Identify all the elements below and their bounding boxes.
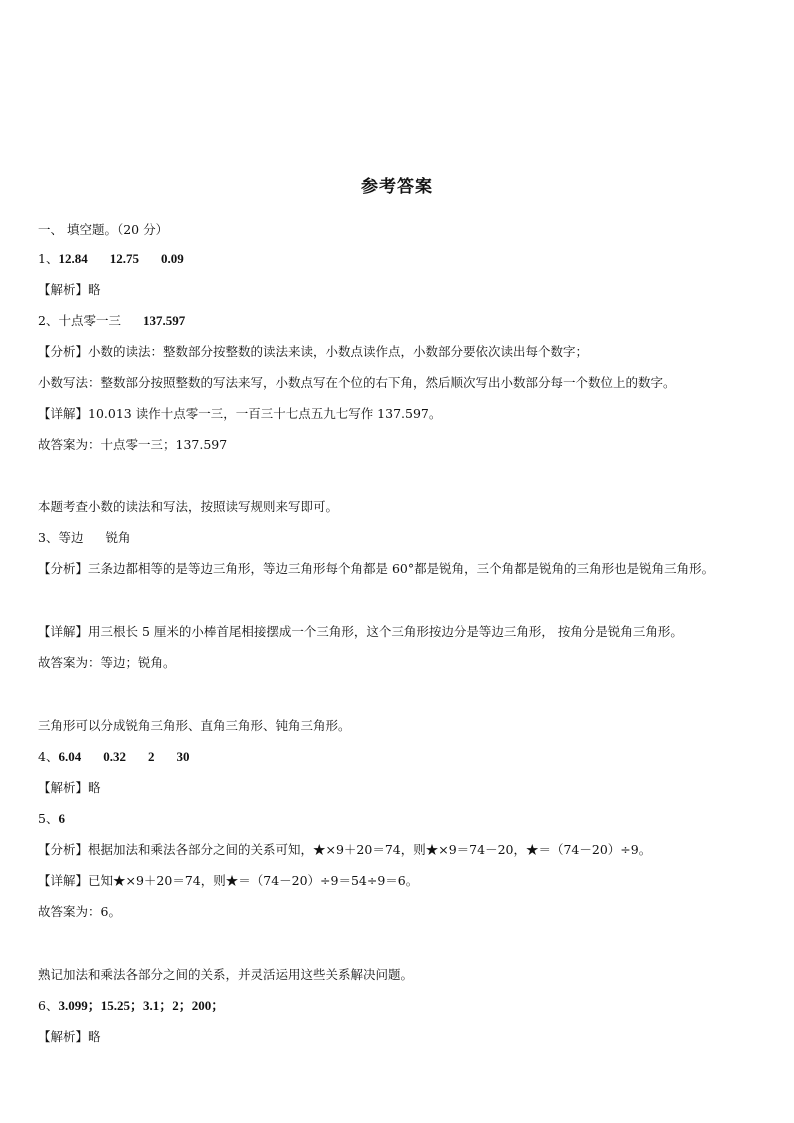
q1-answer-2: 12.75: [109, 251, 139, 266]
q4-jiexi: 【解析】略: [38, 780, 101, 795]
q6-answer: 3.099；15.25；3.1；2；200；: [58, 998, 225, 1013]
q1-answer-3: 0.09: [160, 251, 184, 266]
q6-label: 6、: [38, 998, 59, 1013]
q4-answer-line: [38, 749, 756, 765]
q1-label: 1、: [38, 251, 59, 266]
q2-label: 2、: [38, 313, 59, 328]
q2-note: 本题考查小数的读法和写法，按照读写规则来写即可。: [38, 499, 339, 514]
q2-answer-line: [38, 313, 756, 329]
q5-answer-line: [38, 811, 756, 827]
q2-answer-cn: 十点零一三: [58, 313, 121, 328]
page-title: 参考答案: [361, 177, 433, 197]
q3-label: 3、: [38, 530, 59, 545]
q5-label: 5、: [38, 811, 59, 826]
q4-answer-3: 2: [147, 749, 155, 764]
q4-answer-4: 30: [176, 749, 190, 764]
q6-answer-line: [38, 998, 756, 1014]
q3-answer-1: 等边: [58, 530, 84, 545]
q2-conclusion: 故答案为：十点零一三；137.597: [38, 437, 228, 452]
q5-note: 熟记加法和乘法各部分之间的关系，并灵活运用这些关系解决问题。: [38, 967, 414, 982]
q5-answer: 6: [58, 811, 65, 826]
q4-answer-1: 6.04: [58, 749, 82, 764]
q4-answer-2: 0.32: [103, 749, 126, 764]
q2-xiangjie: 【详解】10.013 读作十点零一三，一百三十七点五九七写作 137.597。: [38, 406, 442, 421]
q2-fenxi-line-1: 【分析】小数的读法：整数部分按整数的读法来读，小数点读作点，小数部分要依次读出每个数字；: [38, 344, 589, 359]
q3-answer-line: [38, 530, 756, 546]
q3-conclusion: 故答案为：等边；锐角。: [38, 655, 176, 670]
q3-answer-2: 锐角: [105, 530, 131, 545]
q5-xiangjie: 【详解】已知★×9＋20＝74，则★＝（74－20）÷9＝54÷9＝6。: [38, 873, 419, 888]
q2-fenxi-line-2: 小数写法：整数部分按照整数的写法来写，小数点写在个位的右下角，然后顺次写出小数部分每一个数位上的数字。: [38, 375, 676, 390]
q1-jiexi: 【解析】略: [38, 282, 101, 297]
q6-jiexi: 【解析】略: [38, 1029, 101, 1044]
q1-answer-line: [38, 251, 756, 267]
q5-fenxi: 【分析】根据加法和乘法各部分之间的关系可知，★×9＋20＝74，则★×9＝74－20，★＝（74－20）÷9。: [38, 842, 652, 857]
q3-xiangjie: 【详解】用三根长 5 厘米的小棒首尾相接摆成一个三角形，这个三角形按边分是等边三角形， 按角分是锐角三角形。: [38, 624, 683, 639]
q3-note: 三角形可以分成锐角三角形、直角三角形、钝角三角形。: [38, 718, 351, 733]
q2-answer-num: 137.597: [142, 313, 186, 328]
q5-conclusion: 故答案为：6。: [38, 904, 121, 919]
q1-answer-1: 12.84: [58, 251, 88, 266]
section-heading-fill-in: 一、 填空题。（20 分）: [38, 222, 169, 237]
q3-fenxi: 【分析】三条边都相等的是等边三角形，等边三角形每个角都是 60°都是锐角，三个角都是锐角的三角形也是锐角三角形。: [38, 561, 715, 576]
q4-label: 4、: [38, 749, 59, 764]
